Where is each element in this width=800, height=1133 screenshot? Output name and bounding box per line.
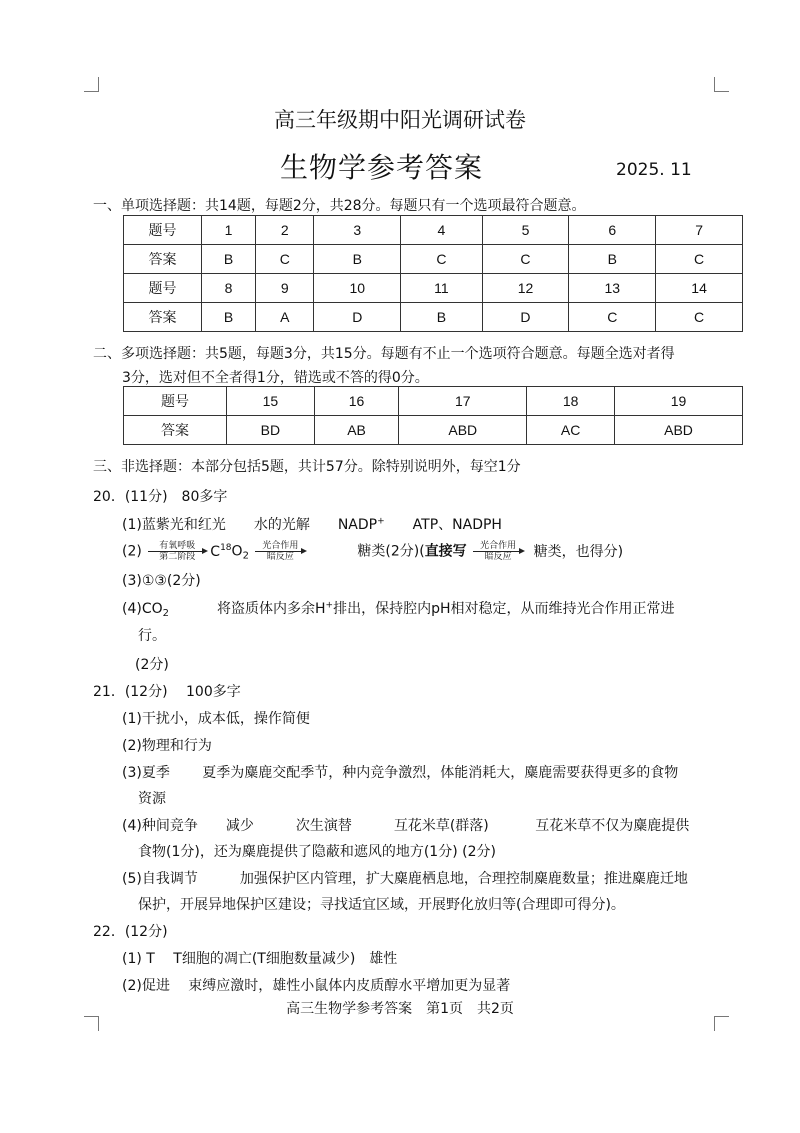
- row-label: 题号: [124, 216, 202, 245]
- isotope-superscript: 18: [220, 543, 232, 553]
- q22-heading: 22．(12分): [93, 924, 168, 940]
- row-label: 答案: [124, 416, 227, 445]
- reaction-arrow: [473, 541, 523, 562]
- table-cell: 1: [202, 216, 256, 245]
- table-cell: C: [656, 303, 743, 332]
- q21-answer-5-cont: 保护，开展异地保护区建设；寻找适宜区域，开展野化放归等(合理即可得分)。: [138, 897, 625, 913]
- arrow-line: [255, 551, 305, 552]
- q20-answer-2-bold: 直接写: [424, 543, 467, 560]
- table-cell: B: [401, 303, 482, 332]
- q20-answer-4-text-cont: 排出，保持腔内pH相对稳定，从而维持光合作用正常进: [333, 601, 675, 617]
- table-cell: ABD: [399, 416, 527, 445]
- table-cell: 9: [256, 274, 314, 303]
- table-cell: B: [202, 245, 256, 274]
- q20-answer-4-score: (2分): [135, 657, 169, 673]
- crop-mark-bottom-left: [84, 1016, 99, 1031]
- row-label: 答案: [124, 245, 202, 274]
- table-cell: 13: [569, 274, 656, 303]
- table-cell: AB: [314, 416, 399, 445]
- table-cell: 11: [401, 274, 482, 303]
- table-cell: 3: [314, 216, 401, 245]
- table-row: [124, 387, 743, 416]
- table-cell: 2: [256, 216, 314, 245]
- row-label: 题号: [124, 274, 202, 303]
- table-cell: 7: [656, 216, 743, 245]
- crop-mark-top-right: [714, 77, 729, 92]
- table-cell: 15: [227, 387, 315, 416]
- table-cell: B: [569, 245, 656, 274]
- exam-title: 高三年级期中阳光调研试卷: [274, 108, 526, 132]
- table-cell: 14: [656, 274, 743, 303]
- q22-answer-2: (2)促进 束缚应激时，雄性小鼠体内皮质醇水平增加更为显著: [122, 978, 511, 994]
- q20-answer-2-prefix: (2): [122, 543, 142, 560]
- q20-answer-2-tail: 糖类，也得分): [533, 543, 624, 560]
- q21-answer-2: (2)物理和行为: [122, 738, 212, 754]
- arrow-bottom-label: 第二阶段: [159, 552, 196, 563]
- q21-answer-5: (5)自我调节 加强保护区内管理，扩大麋鹿栖息地，合理控制麋鹿数量；推进麋鹿迁地: [122, 871, 688, 887]
- section-2-heading-cont: 3分，选对但不全者得1分，错选或不答的得0分。: [122, 370, 429, 386]
- crop-mark-bottom-right: [714, 1016, 729, 1031]
- q20-answer-3: (3)①③(2分): [122, 573, 201, 589]
- superscript: +: [377, 516, 385, 527]
- subscript: 2: [162, 608, 170, 619]
- q20-answer-4-cont: 行。: [138, 628, 166, 644]
- table-cell: B: [202, 303, 256, 332]
- table-cell: 16: [314, 387, 399, 416]
- row-label: 答案: [124, 303, 202, 332]
- single-choice-answer-table: [123, 215, 743, 332]
- section-1-heading: 一、单项选择题：共14题，每题2分，共28分。每题只有一个选项最符合题意。: [93, 198, 586, 214]
- q21-answer-1: (1)干扰小，成本低，操作简便: [122, 711, 310, 727]
- table-cell: D: [482, 303, 569, 332]
- q20-answer-2-mid: 糖类(2分)(: [357, 543, 425, 560]
- arrow-top-label: 光合作用: [262, 541, 299, 552]
- table-cell: 4: [401, 216, 482, 245]
- table-cell: 12: [482, 274, 569, 303]
- table-cell: 17: [399, 387, 527, 416]
- formula-o: O: [231, 543, 243, 560]
- arrow-line: [148, 551, 206, 552]
- table-cell: AC: [527, 416, 615, 445]
- table-row: [124, 416, 743, 445]
- table-cell: C: [482, 245, 569, 274]
- table-cell: B: [314, 245, 401, 274]
- q20-answer-4-prefix: (4)CO: [122, 601, 163, 617]
- table-cell: 8: [202, 274, 256, 303]
- table-cell: 5: [482, 216, 569, 245]
- q20-answer-4: [122, 598, 675, 619]
- multi-choice-answer-table: [123, 386, 743, 445]
- q20-answer-2: [122, 534, 623, 571]
- table-row: [124, 216, 743, 245]
- q21-heading: 21．(12分) 100多字: [93, 684, 241, 700]
- subscript: 2: [242, 550, 249, 562]
- section-2-heading: 二、多项选择题：共5题，每题3分，共15分。每题有不止一个选项符合题意。每题全选对者得: [93, 346, 675, 362]
- q21-answer-3-cont: 资源: [138, 791, 166, 807]
- arrow-line: [473, 551, 523, 552]
- table-cell: ABD: [615, 416, 743, 445]
- table-row: [124, 303, 743, 332]
- table-cell: C: [569, 303, 656, 332]
- q21-answer-4: (4)种间竞争 减少 次生演替 互花米草(群落) 互花米草不仅为麋鹿提供: [122, 818, 690, 834]
- q20-answer-1: [122, 514, 502, 534]
- exam-date: 2025. 11: [616, 160, 692, 180]
- table-cell: 6: [569, 216, 656, 245]
- table-cell: 10: [314, 274, 401, 303]
- arrow-top-label: 光合作用: [480, 541, 517, 552]
- q20-answer-1-tail: ATP、NADPH: [384, 517, 502, 533]
- page-title: 生物学参考答案: [280, 151, 484, 184]
- table-row: [124, 245, 743, 274]
- arrow-top-label: 有氧呼吸: [159, 541, 196, 552]
- superscript: +: [325, 600, 334, 611]
- reaction-arrow: [148, 541, 206, 562]
- arrow-bottom-label: 暗反应: [484, 552, 512, 563]
- row-label: 题号: [124, 387, 227, 416]
- table-cell: BD: [227, 416, 315, 445]
- table-cell: D: [314, 303, 401, 332]
- reaction-arrow: [255, 541, 305, 562]
- q21-answer-4-cont: 食物(1分)，还为麋鹿提供了隐蔽和遮风的地方(1分) (2分): [138, 844, 496, 860]
- q20-answer-1-text: (1)蓝紫光和红光 水的光解 NADP: [122, 517, 378, 533]
- crop-mark-top-left: [84, 77, 99, 92]
- table-cell: C: [256, 245, 314, 274]
- q21-answer-3: (3)夏季 夏季为麋鹿交配季节，种内竞争激烈，体能消耗大，麋鹿需要获得更多的食物: [122, 765, 679, 781]
- formula-c: C: [210, 543, 221, 560]
- section-3-heading: 三、非选择题：本部分包括5题，共计57分。除特别说明外，每空1分: [93, 459, 521, 475]
- table-cell: C: [656, 245, 743, 274]
- q20-heading: 20．(11分) 80多字: [93, 489, 228, 505]
- table-cell: C: [401, 245, 482, 274]
- q22-answer-1: (1) T T细胞的凋亡(T细胞数量减少) 雄性: [122, 951, 398, 967]
- table-cell: 18: [527, 387, 615, 416]
- table-cell: A: [256, 303, 314, 332]
- arrow-bottom-label: 暗反应: [266, 552, 294, 563]
- q20-answer-4-text: 将盗质体内多余H: [217, 601, 326, 617]
- table-cell: 19: [615, 387, 743, 416]
- table-row: [124, 274, 743, 303]
- page-footer: 高三生物学参考答案 第1页 共2页: [286, 1001, 514, 1017]
